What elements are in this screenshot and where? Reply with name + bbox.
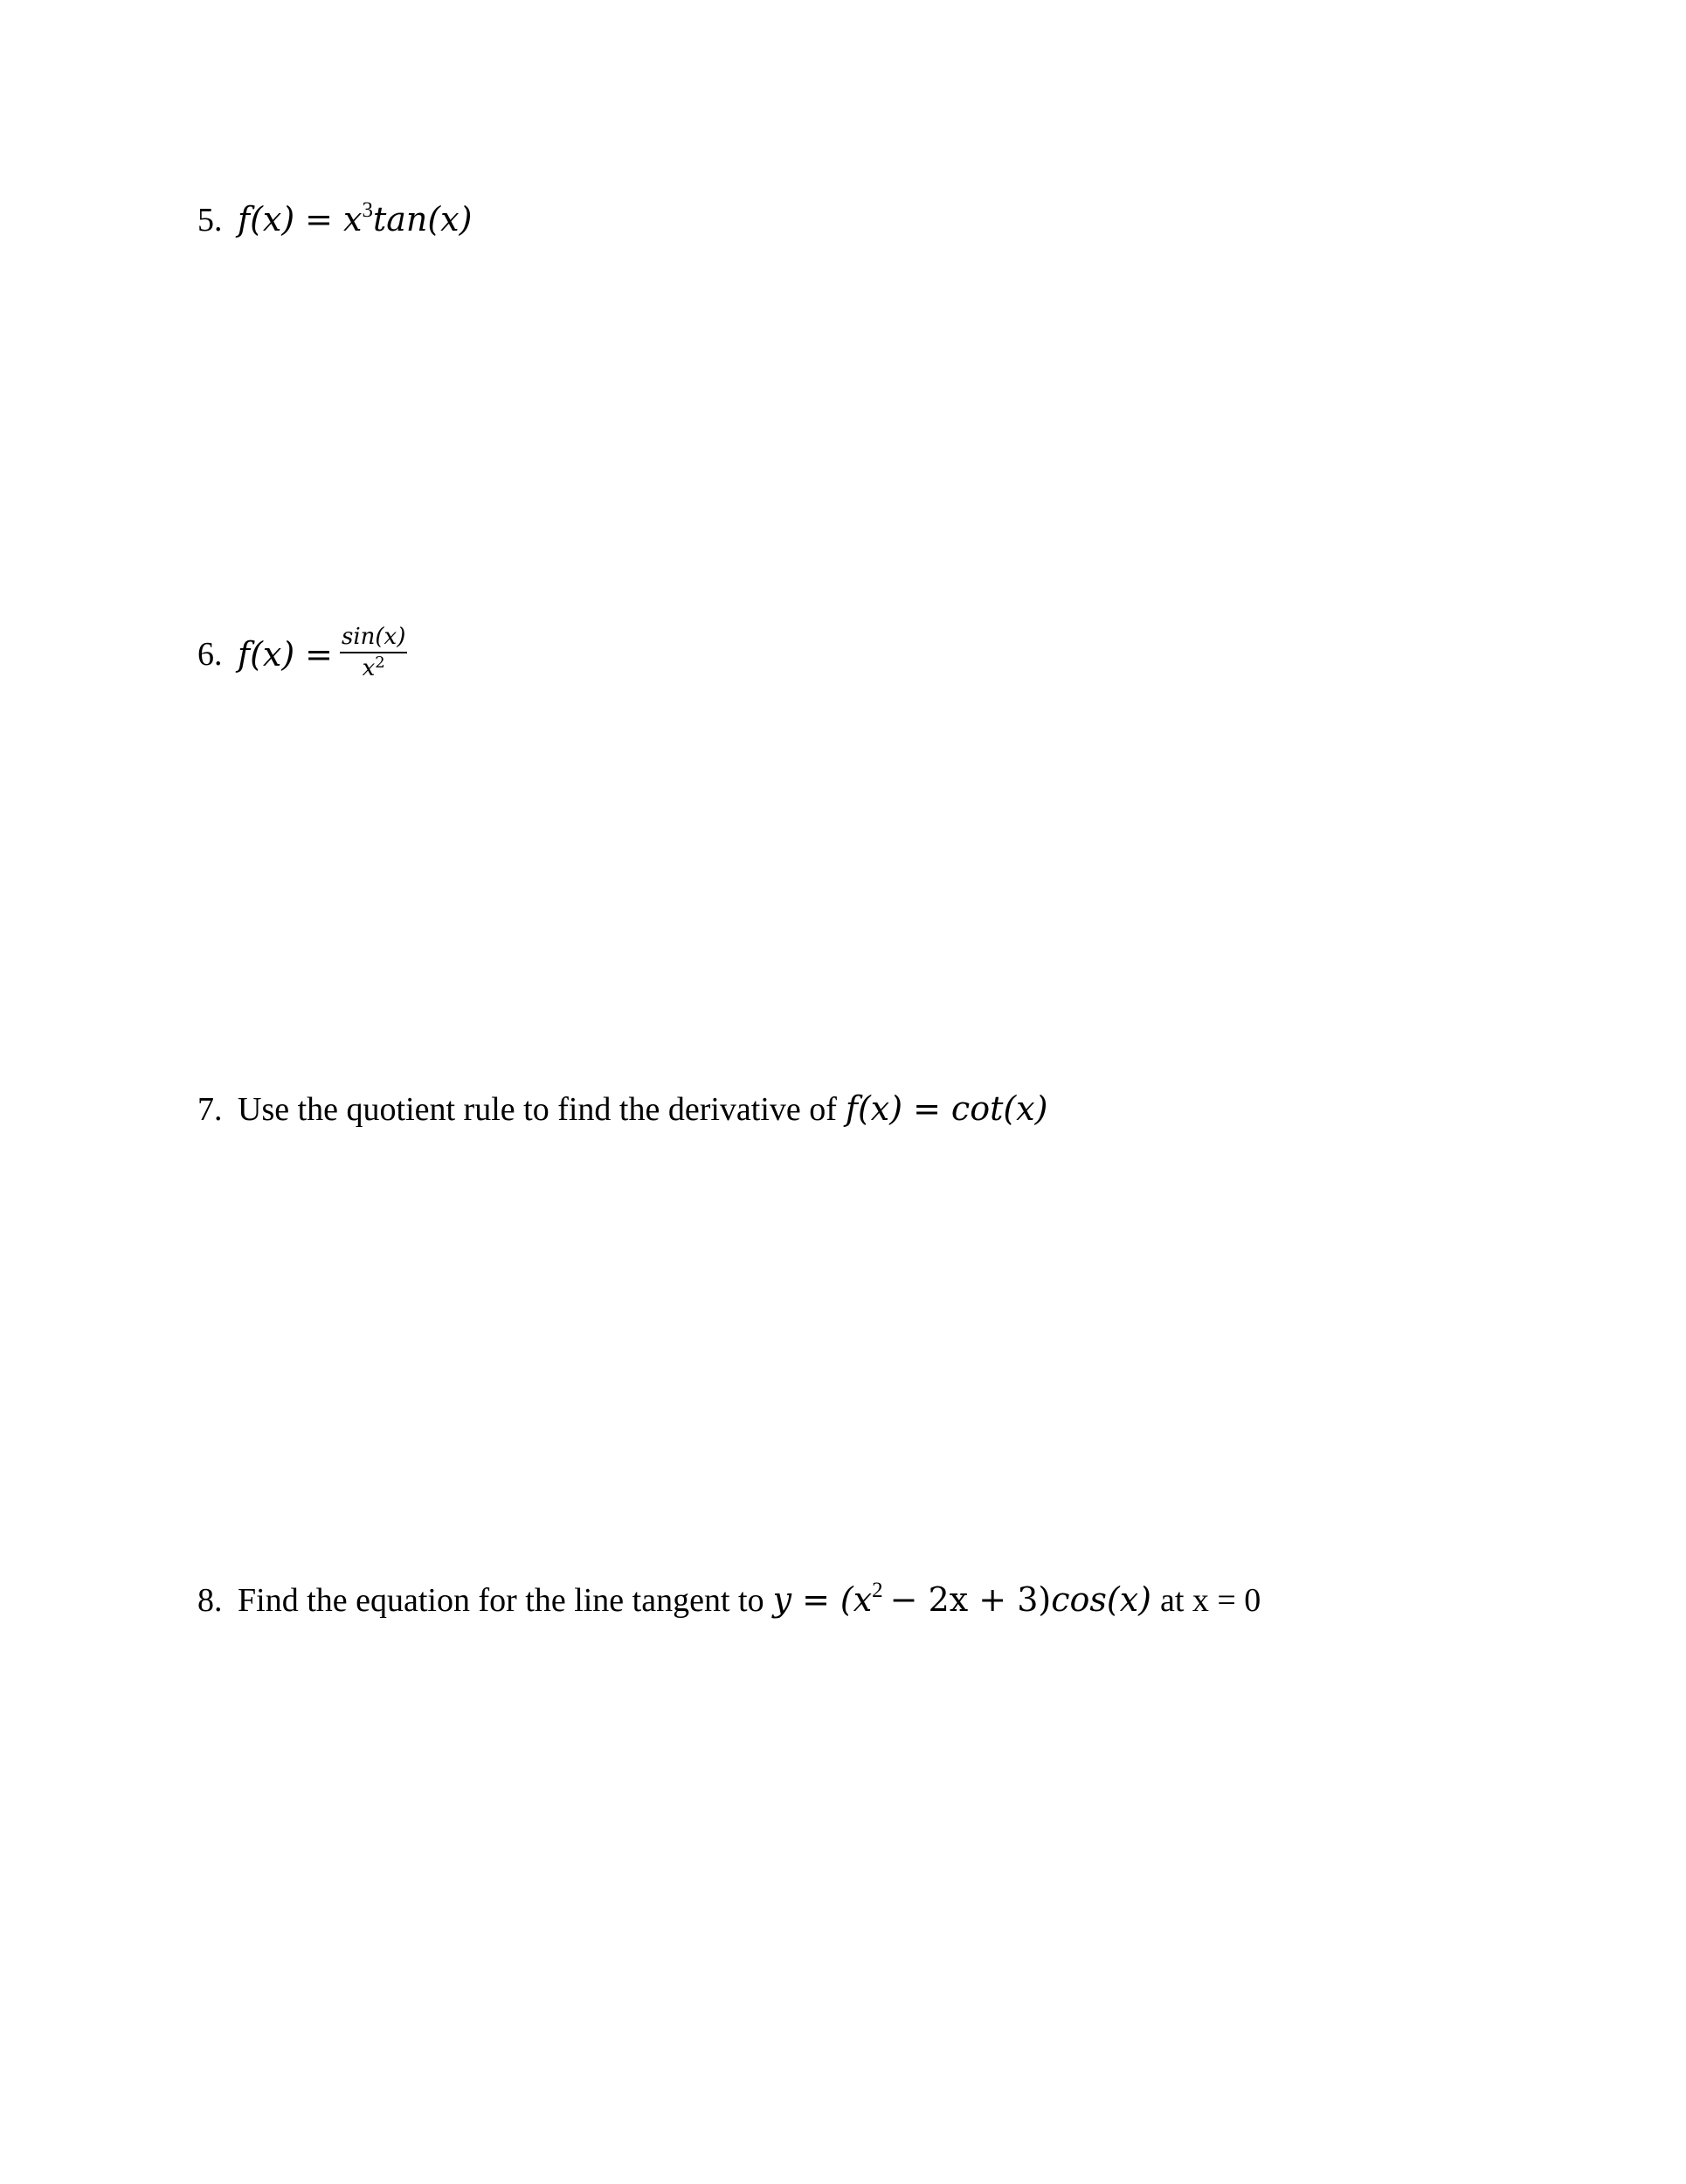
trig-term: tan(x): [372, 200, 473, 238]
exponent: 2: [872, 1579, 883, 1602]
equals-sign: =: [802, 1580, 830, 1619]
function-rhs: cot(x): [950, 1089, 1048, 1128]
problem-number: 6.: [197, 636, 223, 673]
problem-5: [197, 198, 473, 238]
equals-sign: =: [305, 200, 333, 238]
problem-text: Use the quotient rule to find the derivative of: [238, 1091, 837, 1128]
problem-6: [197, 624, 407, 681]
problem-7: [197, 1089, 1048, 1128]
base-variable: x: [343, 200, 363, 238]
function-lhs: f(x): [845, 1089, 903, 1128]
evaluation-point: at x = 0: [1159, 1582, 1261, 1619]
denominator-exponent: 2: [375, 653, 385, 672]
fraction: [340, 625, 407, 680]
equation-lhs: y: [772, 1580, 792, 1619]
equals-sign: =: [913, 1089, 941, 1128]
trig-term: cos(x): [1051, 1580, 1151, 1619]
problem-number: 7.: [197, 1091, 223, 1128]
function-lhs: f(x): [238, 635, 295, 674]
fraction-denominator: [363, 653, 385, 680]
problem-number: 8.: [197, 1582, 223, 1619]
function-lhs: f(x): [238, 200, 295, 238]
polynomial-open: (x: [840, 1580, 873, 1619]
problem-8: [197, 1579, 1261, 1619]
exponent: 3: [362, 198, 373, 222]
denominator-base: x: [362, 655, 376, 681]
problem-number: 5.: [197, 202, 223, 238]
problem-text: Find the equation for the line tangent to: [238, 1582, 764, 1619]
polynomial-middle: − 2x + 3): [889, 1580, 1052, 1619]
equals-sign: =: [305, 635, 333, 674]
fraction-numerator: sin(x): [340, 625, 407, 653]
